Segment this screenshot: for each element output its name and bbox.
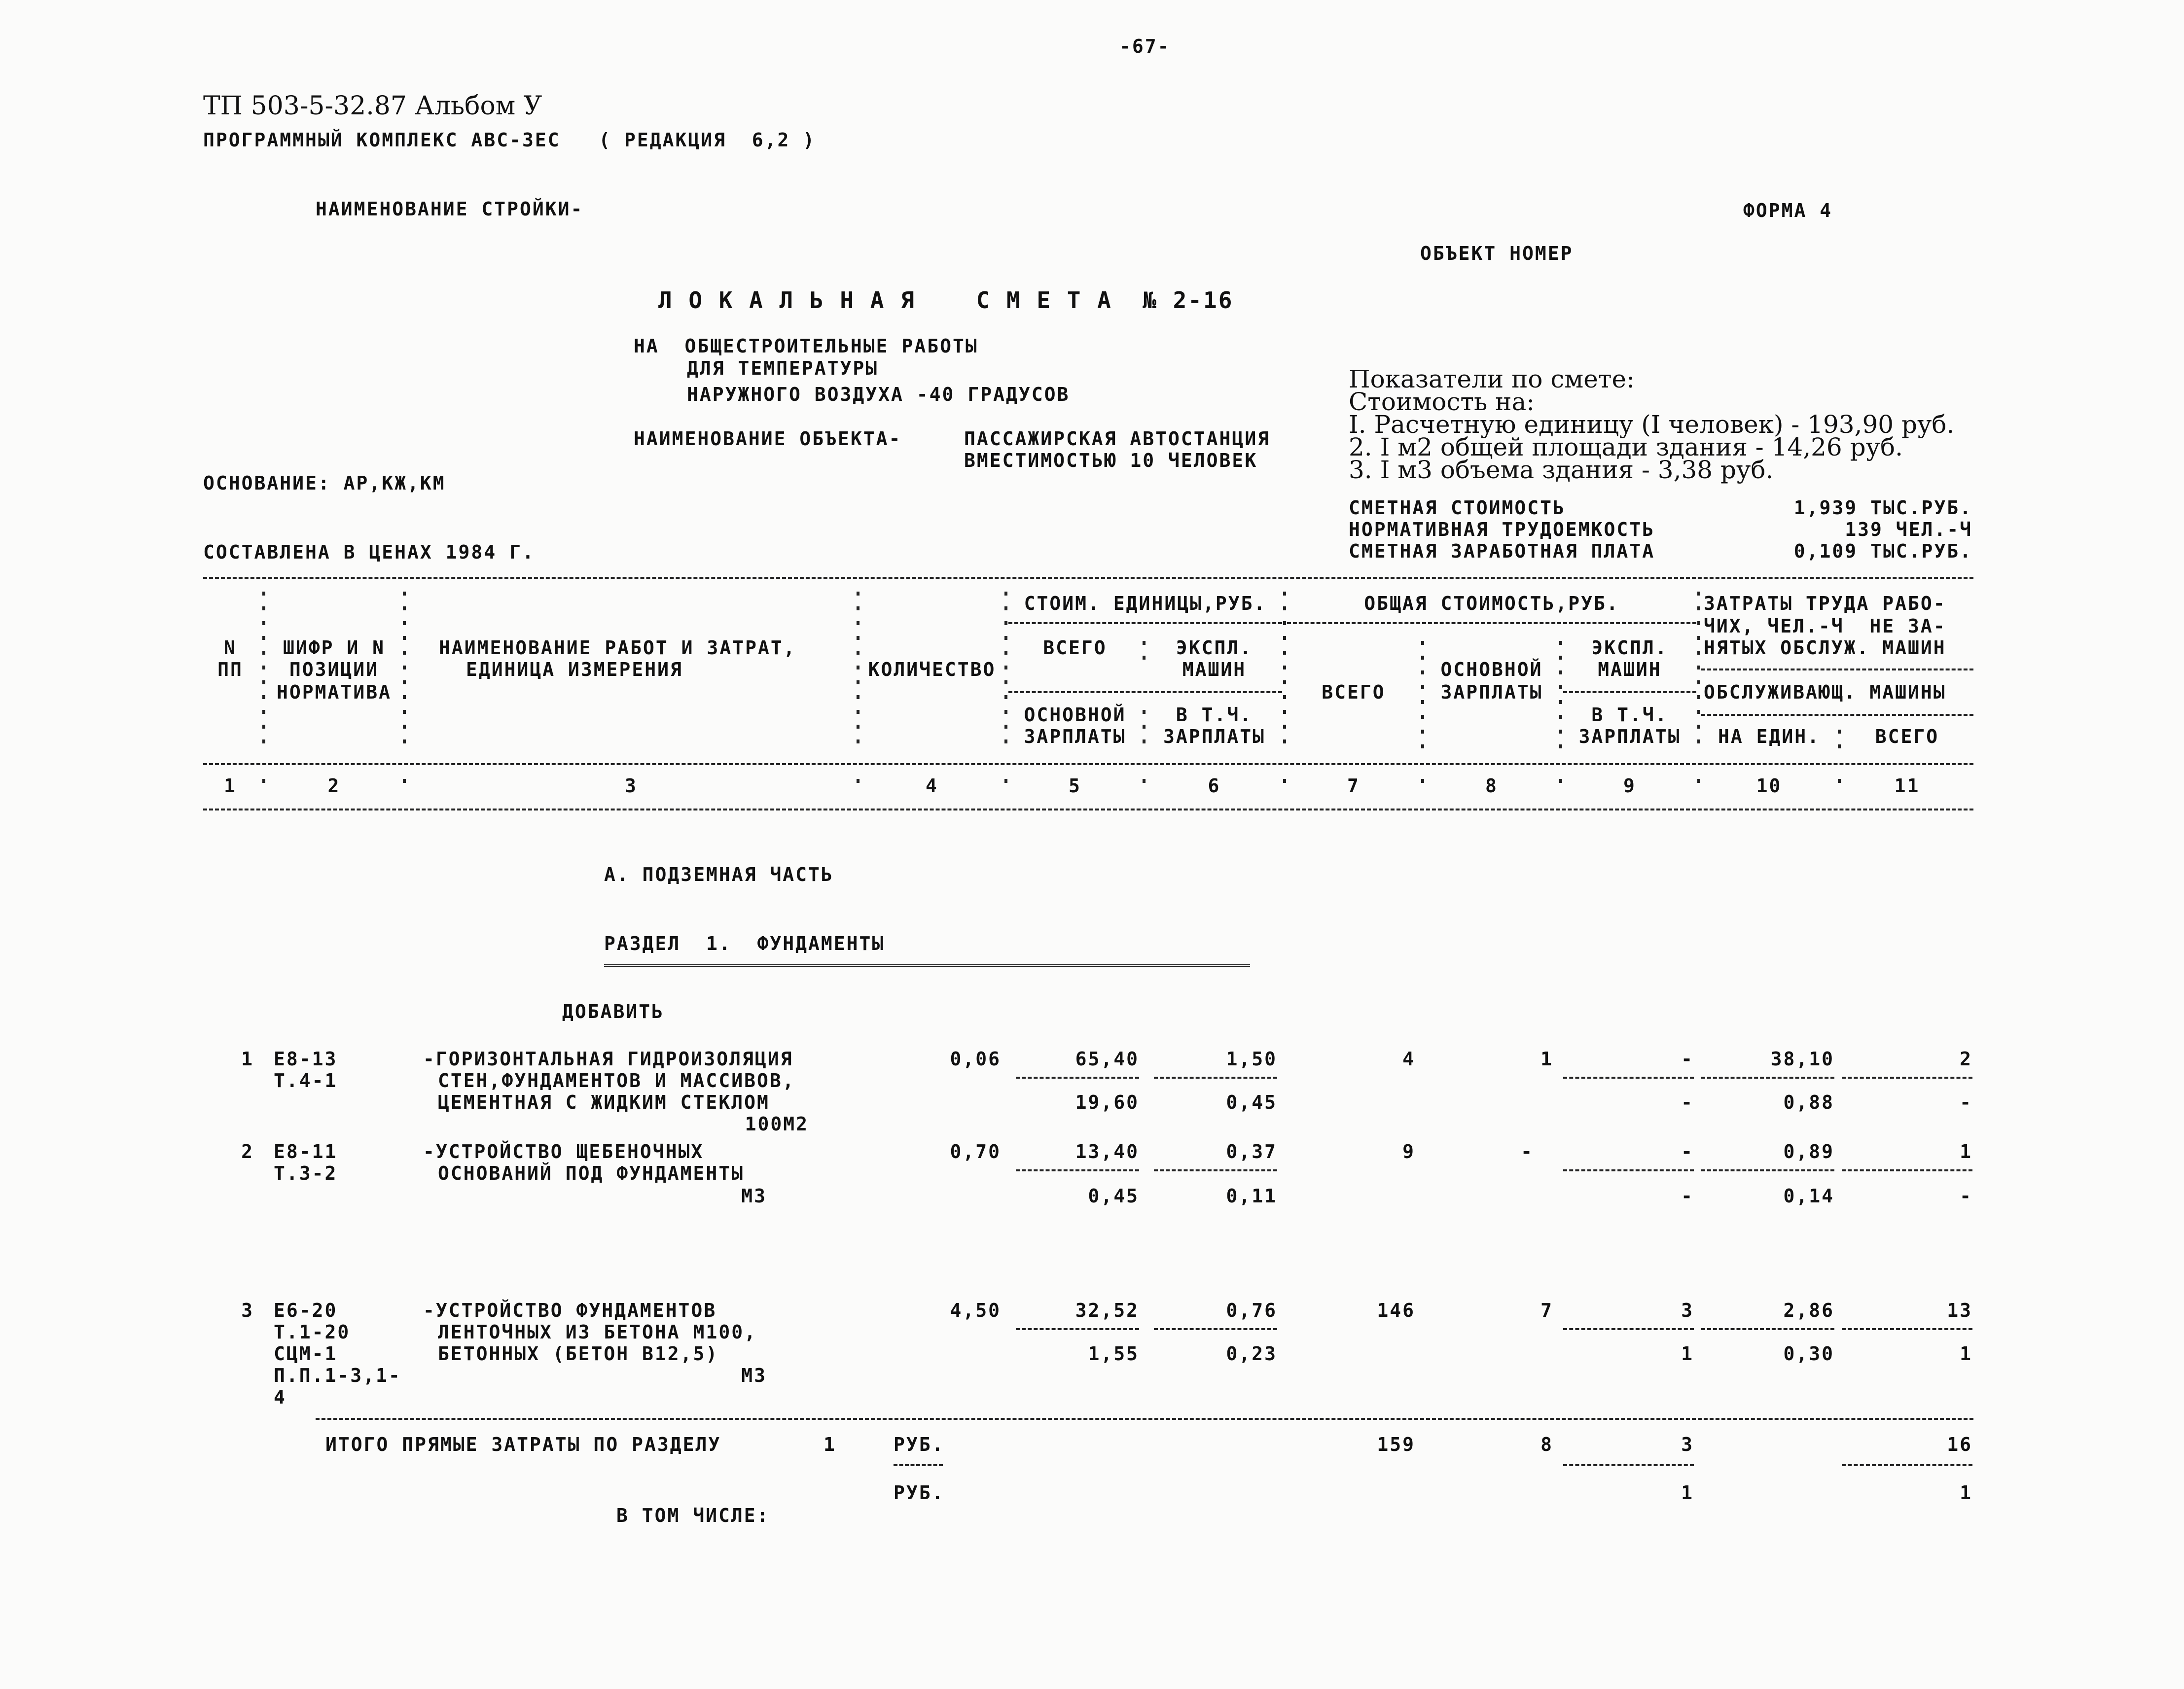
hdr-unit-vtch: В Т.Ч. xyxy=(1176,704,1253,726)
hdr-total-vsego: ВСЕГО xyxy=(1322,681,1386,703)
row-c11: 13 xyxy=(1947,1300,1972,1321)
part-title: А. ПОДЗЕМНАЯ ЧАСТЬ xyxy=(604,864,834,885)
add-label: ДОБАВИТЬ xyxy=(562,1001,665,1022)
total-top-rule xyxy=(316,1418,1973,1420)
row-rule xyxy=(1154,1077,1277,1079)
row-rule xyxy=(1701,1328,1834,1330)
col-num-9: 9 xyxy=(1623,775,1636,797)
hdr-name-2: ЕДИНИЦА ИЗМЕРЕНИЯ xyxy=(466,659,683,680)
row-c10: 0,89 xyxy=(1783,1141,1834,1162)
hdr-code-1: ШИФР И N xyxy=(283,637,386,659)
basis: ОСНОВАНИЕ: АР,КЖ,КМ xyxy=(203,472,446,494)
hdr-pp: ПП xyxy=(217,659,243,680)
hdr-total-osn-zp: ЗАРПЛАТЫ xyxy=(1440,681,1543,703)
row-c6: 1,50 xyxy=(1226,1048,1277,1070)
row-rule xyxy=(1842,1328,1972,1330)
hdr-total-expl: ЭКСПЛ. xyxy=(1591,637,1668,659)
row-c6b: 0,11 xyxy=(1226,1185,1277,1207)
total-c9: 3 xyxy=(1681,1434,1694,1455)
form-label: ФОРМА 4 xyxy=(1743,200,1833,221)
total-c11b: 1 xyxy=(1960,1482,1972,1504)
row-qty: 0,06 xyxy=(950,1048,1001,1070)
row-c10b: 0,14 xyxy=(1783,1185,1834,1207)
col-num-8: 8 xyxy=(1485,775,1498,797)
row-name: ЛЕНТОЧНЫХ ИЗ БЕТОНА М100, xyxy=(438,1321,757,1343)
estimate-title: Л О К А Л Ь Н А Я С М Е Т А № 2-16 xyxy=(658,287,1234,314)
row-rule xyxy=(1016,1169,1139,1171)
object-number-label: ОБЪЕКТ НОМЕР xyxy=(1420,243,1574,264)
row-name: БЕТОННЫХ (БЕТОН В12,5) xyxy=(438,1343,719,1365)
row-rule xyxy=(1154,1169,1277,1171)
summary-value-salary: 0,109 ТЫС.РУБ. xyxy=(1793,540,1972,562)
row-c6b: 0,23 xyxy=(1226,1343,1277,1365)
hdr-total-expl-m: МАШИН xyxy=(1598,659,1662,680)
hdr-qty: КОЛИЧЕСТВО xyxy=(868,659,996,680)
row-c10b: 0,88 xyxy=(1783,1091,1834,1113)
total-rule-c11 xyxy=(1842,1464,1972,1466)
row-unit: М3 xyxy=(741,1185,767,1207)
row-name: СТЕН,ФУНДАМЕНТОВ И МАССИВОВ, xyxy=(438,1070,795,1091)
row-c8: - xyxy=(1521,1141,1534,1162)
row-c6b: 0,45 xyxy=(1226,1091,1277,1113)
col-num-4: 4 xyxy=(926,775,938,797)
row-name-label: НАИМЕНОВАНИЕ СТРОЙКИ- xyxy=(316,198,584,220)
row-qty: 4,50 xyxy=(950,1300,1001,1321)
hdr-unit-cost: СТОИМ. ЕДИНИЦЫ,РУБ. xyxy=(1024,593,1267,614)
row-c8: 7 xyxy=(1540,1300,1553,1321)
indicator-line-1: I. Расчетную единицу (I человек) - 193,90 руб. xyxy=(1349,410,1955,439)
page-number: -67- xyxy=(1119,35,1171,57)
row-c9: - xyxy=(1681,1141,1694,1162)
hdr-labor-obsl: ОБСЛУЖИВАЮЩ. МАШИНЫ xyxy=(1704,681,1946,703)
row-c5: 13,40 xyxy=(1075,1141,1139,1162)
program-line: ПРОГРАММНЫЙ КОМПЛЕКС АВС-3ЕС ( РЕДАКЦИЯ 6,2 ) xyxy=(203,129,816,151)
hdr-n: N xyxy=(224,637,237,659)
indicators-title: Показатели по смете: xyxy=(1349,365,1635,393)
album-line: ТП 503-5-32.87 Альбом У xyxy=(203,91,542,121)
hdr-total-cost-rule xyxy=(1287,622,1696,624)
indicator-line-2: 2. I м2 общей площади здания - 14,26 руб. xyxy=(1349,433,1903,461)
row-c11b: - xyxy=(1960,1185,1972,1207)
row-c7: 146 xyxy=(1377,1300,1415,1321)
row-c5b: 0,45 xyxy=(1088,1185,1139,1207)
row-n: 1 xyxy=(241,1048,254,1070)
row-name: -УСТРОЙСТВО ЩЕБЕНОЧНЫХ xyxy=(423,1141,704,1162)
row-code: Е6-20 xyxy=(274,1300,338,1321)
row-c9: 3 xyxy=(1681,1300,1694,1321)
works-line-3: НАРУЖНОГО ВОЗДУХА -40 ГРАДУСОВ xyxy=(687,384,1070,405)
row-c7: 9 xyxy=(1402,1141,1415,1162)
row-c5: 65,40 xyxy=(1075,1048,1139,1070)
row-c9b: - xyxy=(1681,1091,1694,1113)
col-num-5: 5 xyxy=(1069,775,1081,797)
total-c7: 159 xyxy=(1377,1434,1415,1455)
summary-value-cost: 1,939 ТЫС.РУБ. xyxy=(1793,497,1972,519)
hdr-labor-na-edin: НА ЕДИН. xyxy=(1718,726,1821,747)
row-name: -ГОРИЗОНТАЛЬНАЯ ГИДРОИЗОЛЯЦИЯ xyxy=(423,1048,793,1070)
total-rule-c9 xyxy=(1563,1464,1694,1466)
indicator-line-3: 3. I м3 объема здания - 3,38 руб. xyxy=(1349,456,1774,484)
row-code: Т.3-2 xyxy=(274,1162,338,1184)
row-c10b: 0,30 xyxy=(1783,1343,1834,1365)
row-rule xyxy=(1016,1328,1139,1330)
row-rule xyxy=(1701,1169,1834,1171)
total-c8: 8 xyxy=(1540,1434,1553,1455)
hdr-unit-osn: ОСНОВНОЙ xyxy=(1024,704,1126,726)
total-unit-2: РУБ. xyxy=(894,1482,945,1504)
object-name-2: ВМЕСТИМОСТЬЮ 10 ЧЕЛОВЕК xyxy=(964,450,1258,471)
hdr-name-1: НАИМЕНОВАНИЕ РАБОТ И ЗАТРАТ, xyxy=(439,637,796,659)
row-rule xyxy=(1701,1077,1834,1079)
hdr-total-vtch: В Т.Ч. xyxy=(1591,704,1668,726)
section-title: РАЗДЕЛ 1. ФУНДАМЕНТЫ xyxy=(604,933,885,954)
hdr-labor-3: НЯТЫХ ОБСЛУЖ. МАШИН xyxy=(1704,637,1946,659)
row-rule xyxy=(1154,1328,1277,1330)
row-rule xyxy=(1563,1328,1694,1330)
row-c9b: 1 xyxy=(1681,1343,1694,1365)
header-bottom-rule xyxy=(203,809,1973,810)
summary-value-labor: 139 ЧЕЛ.-Ч xyxy=(1845,519,1972,540)
row-code: Е8-13 xyxy=(274,1048,338,1070)
hdr-labor-rule-2 xyxy=(1701,714,1973,716)
row-c10: 38,10 xyxy=(1770,1048,1834,1070)
hdr-unit-vtch-zp: ЗАРПЛАТЫ xyxy=(1163,726,1266,747)
row-c9b: - xyxy=(1681,1185,1694,1207)
col-num-11: 11 xyxy=(1894,775,1920,797)
row-c9: - xyxy=(1681,1048,1694,1070)
row-c10: 2,86 xyxy=(1783,1300,1834,1321)
hdr-labor-2: ЧИХ, ЧЕЛ.-Ч НЕ ЗА- xyxy=(1704,615,1946,637)
hdr-unit-expl-1: ЭКСПЛ. xyxy=(1176,637,1253,659)
object-name-label: НАИМЕНОВАНИЕ ОБЪЕКТА- xyxy=(634,428,902,450)
including-label: В ТОМ ЧИСЛЕ: xyxy=(616,1505,770,1526)
row-c11b: 1 xyxy=(1960,1343,1972,1365)
col-num-3: 3 xyxy=(625,775,638,797)
col-num-2: 2 xyxy=(327,775,341,797)
row-n: 2 xyxy=(241,1141,254,1162)
hdr-total-expl-rule xyxy=(1563,691,1696,693)
row-c6: 0,76 xyxy=(1226,1300,1277,1321)
row-unit: М3 xyxy=(741,1365,767,1386)
hdr-unit-vsego: ВСЕГО xyxy=(1043,637,1107,659)
total-unit-1: РУБ. xyxy=(894,1434,945,1455)
hdr-unit-zp: ЗАРПЛАТЫ xyxy=(1024,726,1126,747)
indicators-cost-on: Стоимость на: xyxy=(1349,387,1535,416)
total-c11: 16 xyxy=(1947,1434,1972,1455)
row-code: Т.1-20 xyxy=(274,1321,351,1343)
row-n: 3 xyxy=(241,1300,254,1321)
row-code: П.П.1-3,1- xyxy=(274,1365,401,1386)
col-num-1: 1 xyxy=(224,775,237,797)
row-name: ЦЕМЕНТНАЯ С ЖИДКИМ СТЕКЛОМ xyxy=(438,1091,770,1113)
header-numbers-top-rule xyxy=(203,763,1973,765)
row-c8: 1 xyxy=(1540,1048,1553,1070)
row-c11b: - xyxy=(1960,1091,1972,1113)
row-qty: 0,70 xyxy=(950,1141,1001,1162)
hdr-unit-mid-rule xyxy=(1008,691,1282,693)
row-name: -УСТРОЙСТВО ФУНДАМЕНТОВ xyxy=(423,1300,717,1321)
row-c5b: 19,60 xyxy=(1075,1091,1139,1113)
works-line-1: НА ОБЩЕСТРОИТЕЛЬНЫЕ РАБОТЫ xyxy=(634,335,978,357)
hdr-code-2: ПОЗИЦИИ xyxy=(289,659,379,680)
row-c7: 4 xyxy=(1402,1048,1415,1070)
row-code: СЦМ-1 xyxy=(274,1343,338,1365)
row-c5: 32,52 xyxy=(1075,1300,1139,1321)
total-c9b: 1 xyxy=(1681,1482,1694,1504)
row-code: 4 xyxy=(274,1386,286,1408)
row-c11: 2 xyxy=(1960,1048,1972,1070)
col-num-7: 7 xyxy=(1347,775,1360,797)
row-rule xyxy=(1842,1169,1972,1171)
row-c5b: 1,55 xyxy=(1088,1343,1139,1365)
row-rule xyxy=(1563,1077,1694,1079)
hdr-labor-rule-1 xyxy=(1701,669,1973,670)
row-code: Е8-11 xyxy=(274,1141,338,1162)
hdr-code-3: НОРМАТИВА xyxy=(277,681,392,703)
hdr-total-cost: ОБЩАЯ СТОИМОСТЬ,РУБ. xyxy=(1364,593,1619,614)
hdr-total-vtch-zp: ЗАРПЛАТЫ xyxy=(1578,726,1681,747)
row-rule xyxy=(1563,1169,1694,1171)
prices: СОСТАВЛЕНА В ЦЕНАХ 1984 Г. xyxy=(203,541,535,563)
row-c6: 0,37 xyxy=(1226,1141,1277,1162)
total-section: 1 xyxy=(823,1434,836,1455)
summary-label-salary: СМЕТНАЯ ЗАРАБОТНАЯ ПЛАТА xyxy=(1349,540,1655,562)
row-name: ОСНОВАНИЙ ПОД ФУНДАМЕНТЫ xyxy=(438,1162,745,1184)
summary-label-cost: СМЕТНАЯ СТОИМОСТЬ xyxy=(1349,497,1566,519)
object-name-1: ПАССАЖИРСКАЯ АВТОСТАНЦИЯ xyxy=(964,428,1271,450)
row-unit: 100М2 xyxy=(745,1113,809,1135)
total-label: ИТОГО ПРЯМЫЕ ЗАТРАТЫ ПО РАЗДЕЛУ xyxy=(325,1434,721,1455)
hdr-unit-expl-2: МАШИН xyxy=(1182,659,1247,680)
works-line-2: ДЛЯ ТЕМПЕРАТУРЫ xyxy=(687,357,879,379)
hdr-labor-1: ЗАТРАТЫ ТРУДА РАБО- xyxy=(1704,593,1946,614)
col-num-6: 6 xyxy=(1208,775,1221,797)
summary-label-labor: НОРМАТИВНАЯ ТРУДОЕМКОСТЬ xyxy=(1349,519,1655,540)
section-underline xyxy=(604,964,1250,967)
row-c11: 1 xyxy=(1960,1141,1972,1162)
col-num-10: 10 xyxy=(1756,775,1782,797)
hdr-labor-vsego: ВСЕГО xyxy=(1875,726,1939,747)
hdr-total-osn: ОСНОВНОЙ xyxy=(1440,659,1543,680)
total-unit-rule xyxy=(894,1464,943,1466)
row-rule xyxy=(1016,1077,1139,1079)
hdr-unit-cost-rule xyxy=(1008,622,1282,624)
row-code: Т.4-1 xyxy=(274,1070,338,1091)
row-rule xyxy=(1842,1077,1972,1079)
